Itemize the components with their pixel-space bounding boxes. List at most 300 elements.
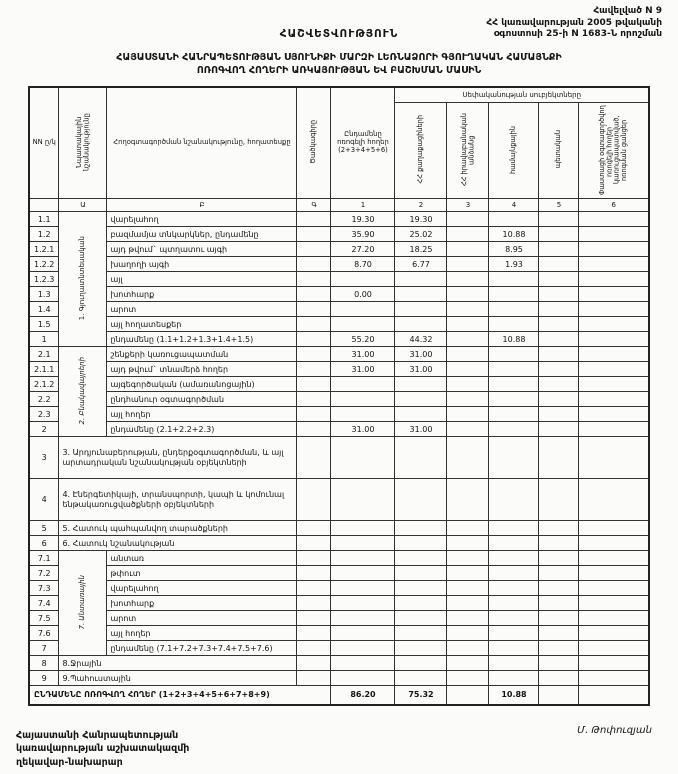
value-cell [331,377,395,392]
value-cell [447,272,489,287]
land-type-cell: ընդամենը (2.1+2.2+2.3) [107,422,297,437]
value-cell [395,317,447,332]
col-index: Ա [59,199,107,212]
value-cell [395,302,447,317]
value-cell: 19.30 [331,212,395,227]
report-title [14,52,664,78]
row-number-cell: 1.2.1 [29,242,59,257]
value-cell [579,536,649,551]
value-cell [489,611,539,626]
value-cell [489,536,539,551]
col-index: 4 [489,199,539,212]
land-type-cell: խաղողի այգի [107,257,297,272]
value-cell [489,641,539,656]
code-cell [297,626,331,641]
col-header-code [297,87,331,199]
value-cell [447,212,489,227]
value-cell: 10.88 [489,332,539,347]
value-cell [447,362,489,377]
table-row [29,437,649,479]
value-cell [447,479,489,521]
col-header-actual-label: Փաստացի օգտագործվող ոռոգելի հողեր` կառուցապատված, ոռոգման ցանցեր [598,104,628,195]
code-cell [297,407,331,422]
value-cell [539,212,579,227]
value-cell [489,287,539,302]
report-table-body [29,212,649,705]
value-cell [331,317,395,332]
value-cell: 0.00 [331,287,395,302]
row-number-cell: 6 [29,536,59,551]
table-row [29,287,649,302]
value-cell [331,437,395,479]
value-cell [539,611,579,626]
land-type-cell: շենքերի կառուցապատման [107,347,297,362]
row-number-cell: 1.1 [29,212,59,227]
land-type-cell: վարելահող [107,581,297,596]
grand-total-label: ԸՆԴԱՄԵՆԸ ՈՌՈԳՎՈՂ ՀՈՂԵՐ (1+2+3+4+5+6+7+8+9) [29,686,331,705]
value-cell [539,317,579,332]
report-title-line1: ՀԱՅԱՍՏԱՆԻ ՀԱՆՐԱՊԵՏՈՒԹՅԱՆ ՍՅՈՒՆԻՔԻ ՄԱՐԶԻ ԼԵՌՆԱՁՈՐԻ ԳՅՈՒՂԱԿԱՆ ՀԱՄԱՅՆՔԻ [116,52,562,63]
code-cell [297,479,331,521]
value-cell [579,407,649,422]
value-cell [579,596,649,611]
value-cell [539,407,579,422]
table-row [29,479,649,521]
signatory-title-line: Հայաստանի Հանրապետության [16,730,179,742]
value-cell [395,611,447,626]
value-cell [331,521,395,536]
value-cell [579,656,649,671]
code-cell [297,377,331,392]
value-cell [489,377,539,392]
document-type-heading: ՀԱՇՎԵՏՎՈՒԹՅՈՒՆ [279,28,399,40]
code-cell [297,347,331,362]
value-cell [395,641,447,656]
value-cell [579,272,649,287]
col-index: 3 [447,199,489,212]
appendix-reference [486,6,662,41]
value-cell [579,521,649,536]
col-header-ownership-group: Սեփականության սուբյեկտները [395,87,649,103]
row-number-cell: 7 [29,641,59,656]
row-number-cell: 7.6 [29,626,59,641]
col-index: 1 [331,199,395,212]
value-cell [331,407,395,422]
table-row [29,317,649,332]
code-cell [297,212,331,227]
signatory-title-block [16,729,189,769]
table-row [29,392,649,407]
table-row [29,242,649,257]
table-row [29,227,649,242]
land-type-cell: այլ [107,272,297,287]
col-header-nn [29,87,59,199]
table-row [29,626,649,641]
row-number-cell: 8 [29,656,59,671]
value-cell [539,227,579,242]
col-index: 5 [539,199,579,212]
value-cell [331,566,395,581]
value-cell [489,347,539,362]
row-number-cell: 9 [29,671,59,686]
value-cell [331,392,395,407]
row-number-cell: 7.1 [29,551,59,566]
land-type-cell: արոտ [107,302,297,317]
value-cell [395,596,447,611]
value-cell [579,626,649,641]
row-number-cell: 2.2 [29,392,59,407]
value-cell [579,581,649,596]
code-cell [297,422,331,437]
value-cell [395,272,447,287]
table-row [29,596,649,611]
value-cell [331,611,395,626]
value-cell [447,626,489,641]
category-group-cell [59,212,107,347]
col-header-state-label: պետական [554,130,563,169]
value-cell [539,362,579,377]
table-row [29,521,649,536]
col-header-category [59,87,107,199]
row-number-cell: 1.3 [29,287,59,302]
land-type-cell: այլ հողեր [107,407,297,422]
value-cell [331,596,395,611]
col-header-citizens [395,103,447,199]
value-cell [331,479,395,521]
land-type-cell: 9.Պահուստային [59,671,297,686]
code-cell [297,272,331,287]
value-cell [447,536,489,551]
code-cell [297,257,331,272]
value-cell [539,422,579,437]
value-cell [447,671,489,686]
table-row [29,257,649,272]
table-row [29,302,649,317]
value-cell: 31.00 [331,347,395,362]
table-row [29,566,649,581]
value-cell [447,392,489,407]
value-cell [539,257,579,272]
code-cell [297,611,331,626]
value-cell [447,437,489,479]
row-number-cell: 2.1 [29,347,59,362]
col-header-legal [447,103,489,199]
code-cell [297,641,331,656]
value-cell [395,437,447,479]
value-cell: 1.93 [489,257,539,272]
value-cell: 31.00 [395,362,447,377]
col-header-community [489,103,539,199]
value-cell [489,302,539,317]
col-index [29,199,59,212]
report-table [28,86,650,706]
code-cell [297,242,331,257]
col-header-code-label: Ծածկագիրը [309,120,318,164]
value-cell: 75.32 [395,686,447,705]
value-cell [395,479,447,521]
value-cell: 6.77 [395,257,447,272]
land-type-cell: խոտհարք [107,596,297,611]
value-cell [489,551,539,566]
appendix-line: ՀՀ կառավարության 2005 թվականի [486,17,662,28]
col-header-citizens-label: ՀՀ քաղաքացիների [416,115,425,184]
value-cell [395,287,447,302]
value-cell [489,422,539,437]
table-row [29,407,649,422]
table-row [29,377,649,392]
value-cell [539,656,579,671]
value-cell: 86.20 [331,686,395,705]
value-cell [395,521,447,536]
appendix-line: օգոստոսի 25-ի N 1683-Ն որոշման [493,29,662,40]
row-number-cell: 1.2.3 [29,272,59,287]
value-cell [489,671,539,686]
col-header-actual [579,103,649,199]
value-cell [447,347,489,362]
value-cell [395,566,447,581]
value-cell [447,332,489,347]
category-group-label: 2. Բնակավայրերի [78,356,87,425]
row-number-cell: 7.3 [29,581,59,596]
value-cell [579,671,649,686]
value-cell [447,686,489,705]
value-cell [447,596,489,611]
col-header-landtype [107,87,297,199]
value-cell [447,257,489,272]
land-type-cell: այդ թվում` պտղատու այգի [107,242,297,257]
value-cell [539,302,579,317]
code-cell [297,392,331,407]
category-group-label: 7. Անտառային [78,574,87,630]
col-header-community-label: համայնքային [509,125,518,174]
value-cell [489,479,539,521]
value-cell [539,581,579,596]
table-row [29,362,649,377]
table-row [29,671,649,686]
code-cell [297,536,331,551]
value-cell [579,686,649,705]
land-type-cell: արոտ [107,611,297,626]
value-cell [395,656,447,671]
value-cell [579,566,649,581]
row-number-cell: 1.5 [29,317,59,332]
col-index: Բ [107,199,297,212]
code-cell [297,437,331,479]
value-cell: 55.20 [331,332,395,347]
value-cell [539,479,579,521]
value-cell [395,581,447,596]
signatory-title-line: կառավարության աշխատակազմի [16,743,190,755]
value-cell [579,362,649,377]
value-cell [447,407,489,422]
row-number-cell: 1.2.2 [29,257,59,272]
code-cell [297,332,331,347]
value-cell: 35.90 [331,227,395,242]
row-number-cell: 2.3 [29,407,59,422]
value-cell [579,227,649,242]
table-row [29,611,649,626]
value-cell [395,407,447,422]
table-row [29,551,649,566]
value-cell [539,536,579,551]
row-number-cell: 3 [29,437,59,479]
value-cell: 8.70 [331,257,395,272]
table-row [29,272,649,287]
col-header-total-label: Ընդամենը ոռոգելի հողեր (2+3+4+5+6) [337,130,389,154]
row-number-cell: 2.1.1 [29,362,59,377]
value-cell: 10.88 [489,227,539,242]
row-number-cell: 7.5 [29,611,59,626]
value-cell [489,626,539,641]
value-cell [395,626,447,641]
col-header-landtype-label: Հողօգտագործման նշանակությունը, հողատեսքը [113,137,291,146]
value-cell: 25.02 [395,227,447,242]
table-row [29,212,649,227]
value-cell [539,521,579,536]
value-cell [539,626,579,641]
value-cell [489,521,539,536]
row-number-cell: 1.4 [29,302,59,317]
value-cell [539,332,579,347]
table-row [29,536,649,551]
value-cell: 31.00 [331,362,395,377]
code-cell [297,227,331,242]
col-header-state [539,103,579,199]
value-cell [539,641,579,656]
code-cell [297,566,331,581]
value-cell [395,536,447,551]
value-cell [489,317,539,332]
land-type-cell: այլ հողեր [107,626,297,641]
value-cell [539,377,579,392]
value-cell [539,566,579,581]
value-cell [331,272,395,287]
value-cell [331,302,395,317]
value-cell [331,626,395,641]
col-header-category-label: Նպատակային նշանակությունը [74,112,90,171]
value-cell [395,392,447,407]
row-number-cell: 1.2 [29,227,59,242]
value-cell [489,581,539,596]
land-type-cell: բազմամյա տնկարկներ, ընդամենը [107,227,297,242]
row-number-cell: 2.1.2 [29,377,59,392]
col-index: 6 [579,199,649,212]
value-cell: 44.32 [395,332,447,347]
value-cell [447,377,489,392]
category-group-label: 1. Գյուղատնտեսական [78,235,87,321]
code-cell [297,521,331,536]
value-cell [447,302,489,317]
value-cell [539,392,579,407]
value-cell [579,551,649,566]
value-cell [579,641,649,656]
signatory-title-line: ղեկավար-նախարար [16,756,123,768]
value-cell: 31.00 [395,347,447,362]
land-type-cell: թփուտ [107,566,297,581]
value-cell [579,347,649,362]
value-cell [579,287,649,302]
value-cell [579,212,649,227]
value-cell [447,656,489,671]
value-cell [579,422,649,437]
value-cell [579,317,649,332]
land-type-cell: 4. Էներգետիկայի, տրանսպորտի, կապի և կոմունալ ենթակառուցվածքների օբյեկտների [59,479,297,521]
value-cell [447,521,489,536]
row-number-cell: 1 [29,332,59,347]
value-cell [447,611,489,626]
row-number-cell: 7.4 [29,596,59,611]
table-row [29,656,649,671]
value-cell [539,437,579,479]
value-cell [489,437,539,479]
land-type-cell: այլ հողատեսքեր [107,317,297,332]
value-cell: 27.20 [331,242,395,257]
value-cell [447,581,489,596]
value-cell [489,656,539,671]
table-row [29,332,649,347]
value-cell [331,641,395,656]
code-cell [297,581,331,596]
land-type-cell: խոտհարք [107,287,297,302]
value-cell [579,611,649,626]
value-cell [331,551,395,566]
value-cell [447,566,489,581]
land-type-cell: 6. Հատուկ նշանակության [59,536,297,551]
table-row [29,422,649,437]
col-index: 2 [395,199,447,212]
category-group-cell [59,347,107,437]
value-cell [331,536,395,551]
value-cell [447,641,489,656]
value-cell [539,287,579,302]
table-row [29,641,649,656]
value-cell [489,362,539,377]
col-header-legal-label: ՀՀ իրավաբանական անձանց [459,113,475,187]
value-cell [489,272,539,287]
land-type-cell: 3. Արդյունաբերության, ընդերքօգտագործման, և այլ արտադրական նշանակության օբյեկտների [59,437,297,479]
row-number-cell: 7.2 [29,566,59,581]
value-cell [489,407,539,422]
code-cell [297,596,331,611]
value-cell [447,287,489,302]
value-cell [331,581,395,596]
value-cell: 31.00 [331,422,395,437]
value-cell [539,686,579,705]
code-cell [297,671,331,686]
row-number-cell: 5 [29,521,59,536]
col-header-total [331,87,395,199]
value-cell [539,551,579,566]
row-number-cell: 4 [29,479,59,521]
value-cell [579,392,649,407]
value-cell [447,551,489,566]
value-cell [489,566,539,581]
code-cell [297,287,331,302]
code-cell [297,362,331,377]
value-cell [447,227,489,242]
value-cell [489,596,539,611]
value-cell [579,302,649,317]
value-cell [579,332,649,347]
value-cell [331,656,395,671]
value-cell: 8.95 [489,242,539,257]
value-cell [579,257,649,272]
land-type-cell: այգեգործական (ամառանոցային) [107,377,297,392]
value-cell [331,671,395,686]
land-type-cell: այդ թվում` տնամերձ հողեր [107,362,297,377]
value-cell [447,242,489,257]
category-group-cell [59,551,107,656]
